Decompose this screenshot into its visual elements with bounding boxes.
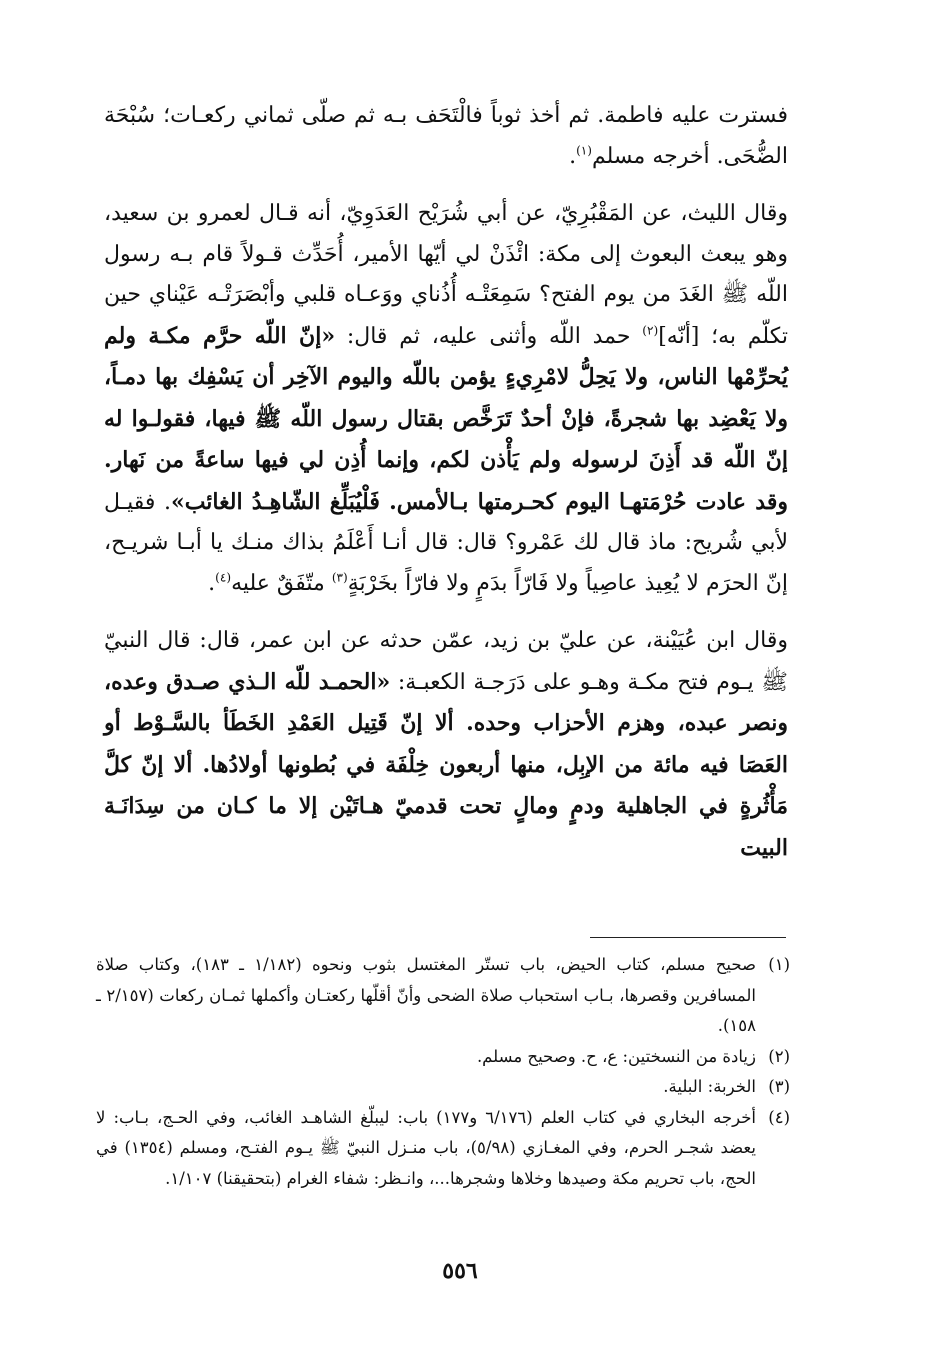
footnote-ref-1: (١)	[576, 143, 592, 158]
hadith-quote-2: «الحمـد للّه الـذي صـدق وعده، ونصر عبده، وهزم الأحزاب وحده. ألا إنّ قَتِيل العَمْدِ الخَطَأ بالسَّـوْط أو العَصَا فيه مائة من الإبِل، منها أربعون خِلْفَة في بُطونها أولادُها. ألا إنّ كلَّ مَأْثُرةٍ في الجاهلية ودمٍ ومالٍ تحت قدميّ هـاتَيْن إلا ما كـان من سِدَانَـة البيت	[104, 668, 788, 861]
footnote-number: (١)	[768, 955, 790, 974]
footnote-text: صحيح مسلم، كتاب الحيض، باب تستّر المغتسل بثوب ونحوه (١/١٨٢ ـ ١٨٣)، وكتاب صلاة المسافرين وقصرها، بـاب استحباب صلاة الضحى وأنّ أقلّها ركعتـان وأكملها ثمـان ركعات (٢/١٥٧ ـ ١٥٨).	[96, 955, 757, 1035]
footnote	[96, 950, 790, 1042]
footnote	[96, 1072, 790, 1103]
paragraph-3	[104, 621, 788, 869]
footnote-text: أخرجه البخاري في كتاب العلم (٦/١٧٦ و١٧٧) باب: ليبلّغ الشاهـد الغائب، وفي الحـج، بـاب: لا يعضد شجـر الحرم، وفي المغـازي (٥/٩٨)، باب منـزل النبيّ ﷺ يـوم الفتـح، ومسلم (١٣٥٤) في الحج، باب تحريم مكة وصيدها وخلاها وشجرها...، وانـظر: شفاء الغرام (بتحقيقنا) ١/١٠٧.	[96, 1107, 756, 1188]
paragraph-2	[104, 194, 788, 604]
paragraph-1-end: .	[569, 143, 577, 169]
paragraph-1	[104, 96, 788, 177]
paragraph-2-end: .	[208, 570, 216, 596]
footnote-ref-2: (٢)	[642, 323, 659, 338]
footnote-number: (٢)	[768, 1046, 790, 1066]
paragraph-1-text: فسترت عليه فاطمة. ثم أخذ ثوباً فالْتَحَف بـه ثم صلّى ثماني ركعـات؛ سُبْحَة الضُّحَى. أخرجه مسلم	[104, 103, 788, 169]
paragraph-2-text-d: متّفَقٌ عليه	[231, 570, 332, 596]
footnote-number: (٣)	[768, 1077, 790, 1096]
paragraph-2-text-c: . فقيـل لأبي شُريح: ماذ قال لك عَمْرو؟ قال: قال أنـا أَعْلَمُ بذاك منـك يا أبـا شريـح، إنّ الحرَم لا يُعِيذ عاصِياً ولا فَارّاً بدَمٍ ولا فارّاً بخَرْبَةٍ	[104, 489, 788, 596]
paragraph-2-text-b: حمد اللّه وأثنى عليه، ثم قال:	[335, 323, 643, 349]
footnote	[96, 1042, 790, 1073]
footnote-text: الخربة: البلية.	[663, 1077, 756, 1096]
footnote-text: زيادة من النسختين: ع، ح. وصحيح مسلم.	[476, 1046, 756, 1066]
paragraph-3-text: وقال ابن عُيَيْنة، عن عليّ بن زيد، عمّن حدثه عن ابن عمر، قال: قال النبيّ ﷺ يـوم فتح مكـة وهـو على دَرَجـة الكعبـة:	[104, 628, 788, 695]
footnote-ref-3: (٣)	[331, 570, 348, 585]
footnote-number: (٤)	[768, 1107, 790, 1127]
page-number: ٥٥٦	[442, 1258, 478, 1284]
footnote-ref-4: (٤)	[215, 570, 232, 585]
hadith-quote-1: «إنّ اللّه حرَّم مكـة ولم يُحرِّمْها الناس، ولا يَحِلُّ لامْرِيءٍ يؤمن باللّه واليوم الآخِر أن يَسْفِك بها دمـاً، ولا يَعْضِد بها شجرةً، فإنْ أحدٌ تَرَخَّص بقتال رسول اللّه ﷺ فيها، فقولـوا له إنّ اللّه قد أَذِنَ لرسوله ولم يَأْذن لكم، وإنما أُذِن لي فيها ساعةً من نَهار. وقد عادت حُرْمَتهـا اليوم كحـرمتها بـالأمس. فَلْيُبَلِّغ الشّاهِـدُ الغائب»	[104, 322, 788, 515]
footnote	[96, 1103, 790, 1195]
footnotes	[96, 950, 790, 1194]
paragraph-2-text: وقال الليث، عن المَقْبُرِيّ، عن أبي شُرَيْح العَدَوِيّ، أنه قـال لعمرو بن سعيد، وهو يبعث البعوث إلى مكة: ائْذَنْ لي أيّها الأمير، أُحَدِّث قـولاً قام بـه رسول اللّه ﷺ الغَدَ من يوم الفتح؟ سَمِعَتْـه أُذُناي ووَعـاه قلبي وأبْصَرَتْـه عَيْناي حين تكلّم به؛ [أنّه]	[104, 201, 788, 349]
footnote-divider	[590, 937, 786, 938]
main-text	[104, 96, 788, 869]
